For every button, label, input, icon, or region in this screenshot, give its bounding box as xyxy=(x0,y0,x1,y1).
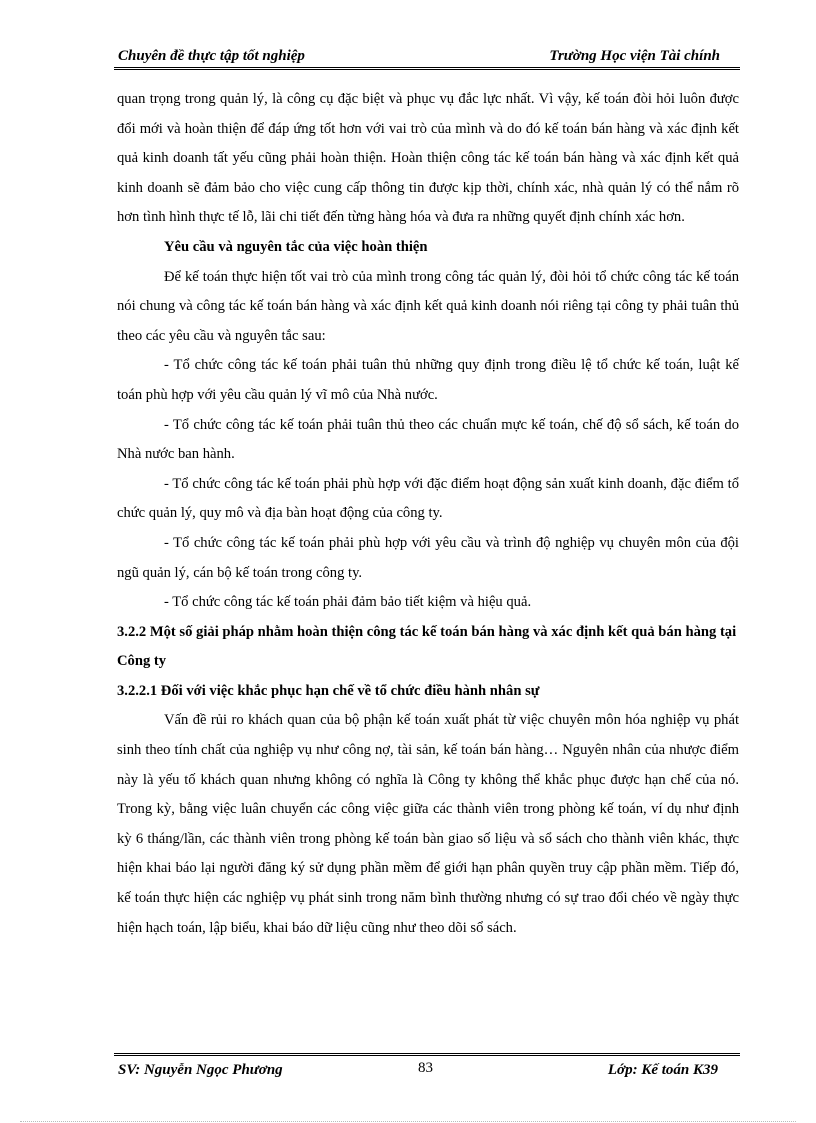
requirement-item-2: - Tổ chức công tác kế toán phải tuân thủ theo các chuẩn mực kế toán, chế độ sổ sách, kế toán do Nhà nước ban hành. xyxy=(117,416,739,463)
requirement-item-1: - Tổ chức công tác kế toán phải tuân thủ những quy định trong điều lệ tổ chức kế toán, luật kế toán phù hợp với yêu cầu quản lý vĩ mô của Nhà nước. xyxy=(117,357,739,403)
page-body xyxy=(117,85,739,943)
page-edge-dotted-line xyxy=(20,1121,796,1122)
requirement-item-3: - Tổ chức công tác kế toán phải phù hợp với đặc điểm hoạt động sản xuất kinh doanh, đặc điểm tổ chức quản lý, quy mô và địa bàn hoạt động của công ty. xyxy=(117,475,739,522)
subheading-requirements: Yêu cầu và nguyên tắc của việc hoàn thiện xyxy=(164,238,428,255)
footer-rule xyxy=(114,1053,740,1056)
footer-class: Lớp: Kế toán K39 xyxy=(607,1062,718,1078)
footer-student-name: SV: Nguyễn Ngọc Phương xyxy=(118,1062,283,1078)
header-rule xyxy=(114,67,740,70)
page-number: 83 xyxy=(418,1060,433,1076)
paragraph-requirements-intro: Để kế toán thực hiện tốt vai trò của mình trong công tác quản lý, đòi hỏi tổ chức công tác kế toán nói chung và công tác kế toán bán hàng và xác định kết quả kinh doanh nói riêng tại công ty phải tuân thủ theo các yêu cầu và nguyên tắc sau: xyxy=(117,268,739,344)
page-footer xyxy=(114,1058,740,1080)
paragraph-hr-solution: Vấn đề rủi ro khách quan của bộ phận kế toán xuất phát từ việc chuyên môn hóa nghiệp vụ phát sinh theo tính chất của nghiệp vụ như công nợ, tài sản, kế toán bán hàng… Nguyên nhân của nhược điểm này là yếu tố khách quan nhưng không có nghĩa là Công ty không thể khắc phục được hạn chế của nó. Trong kỳ, bằng việc luân chuyển các công việc giữa các thành viên trong phòng kế toán, ví dụ như định kỳ 6 tháng/lần, các thành viên trong phòng kế toán bàn giao số liệu và sổ sách cho thành viên khác, thực hiện khai báo lại người đăng ký sử dụng phần mềm để giới hạn phân quyền truy cập phần mềm. Tiếp đó, kế toán thực hiện các nghiệp vụ phát sinh trong năm bình thường nhưng có sự trao đổi chéo về ngày thực hiện hạch toán, lập biểu, khai báo dữ liệu cũng như theo dõi sổ sách. xyxy=(117,712,739,936)
requirement-item-4: - Tổ chức công tác kế toán phải phù hợp với yêu cầu và trình độ nghiệp vụ chuyên môn của đội ngũ quản lý, cán bộ kế toán trong công ty. xyxy=(117,534,739,581)
requirement-item-5: - Tổ chức công tác kế toán phải đảm bảo tiết kiệm và hiệu quả. xyxy=(164,594,532,611)
section-heading-3-2-2-1: 3.2.2.1 Đối với việc khắc phục hạn chế về tổ chức điều hành nhân sự xyxy=(117,682,540,699)
section-heading-3-2-2: 3.2.2 Một số giải pháp nhằm hoàn thiện công tác kế toán bán hàng và xác định kết quả bán hàng tại Công ty xyxy=(117,623,737,670)
header-institution: Trường Học viện Tài chính xyxy=(549,48,720,64)
page-header xyxy=(114,46,740,68)
paragraph-intro-continuation: quan trọng trong quản lý, là công cụ đặc biệt và phục vụ đắc lực nhất. Vì vậy, kế toán đòi hỏi luôn được đổi mới và hoàn thiện để đáp ứng tốt hơn với vai trò của mình và do đó kế toán bán hàng và xác định kết quả kinh doanh tất yếu cũng phải hoàn thiện. Hoàn thiện công tác kế toán bán hàng và xác định kết quả kinh doanh sẽ đảm bảo cho việc cung cấp thông tin được kịp thời, chính xác, nhà quản lý có thể nắm rõ hơn tình hình thực tế lỗ, lãi chi tiết đến từng hàng hóa và đưa ra những quyết định chính xác hơn. xyxy=(117,91,739,226)
header-report-title: Chuyên đề thực tập tốt nghiệp xyxy=(118,48,305,64)
